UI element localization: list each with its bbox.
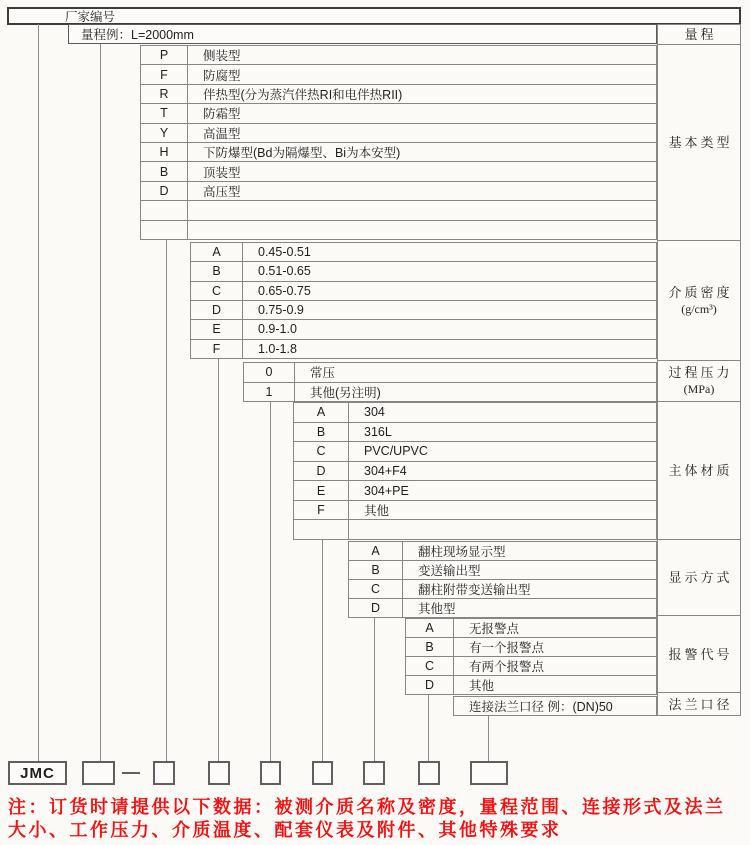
option-row xyxy=(294,442,656,462)
option-desc: 高温型 xyxy=(203,126,241,141)
option-desc: 伴热型(分为蒸汽伴热RI和电伴热RII) xyxy=(203,88,403,103)
option-code: D xyxy=(294,462,349,481)
option-row xyxy=(454,697,656,715)
option-code: F xyxy=(294,501,349,520)
option-desc: 1.0-1.8 xyxy=(258,341,297,356)
option-desc: 其他型 xyxy=(418,602,456,616)
option-row xyxy=(141,85,656,104)
ordering-note xyxy=(8,796,748,842)
option-code: P xyxy=(141,46,188,64)
option-row xyxy=(141,182,656,201)
option-desc: 高压型 xyxy=(203,185,241,200)
option-row xyxy=(191,282,656,301)
option-desc: 0.75-0.9 xyxy=(258,303,304,318)
option-row xyxy=(191,301,656,320)
side-label-material: 主体材质 xyxy=(658,402,740,540)
option-code: D xyxy=(191,301,243,319)
option-row xyxy=(349,561,656,580)
option-code: R xyxy=(141,85,188,103)
option-code: Y xyxy=(141,124,188,142)
code-box-alarm xyxy=(418,761,440,785)
option-code: B xyxy=(191,262,243,280)
option-row xyxy=(294,462,656,482)
option-code: 0 xyxy=(244,363,295,382)
option-desc: 防腐型 xyxy=(203,68,241,83)
option-row xyxy=(349,599,656,617)
option-code xyxy=(294,520,349,539)
option-desc: 侧装型 xyxy=(203,49,241,64)
option-row xyxy=(294,423,656,443)
model-prefix-box: JMC xyxy=(8,761,67,785)
option-code: C xyxy=(406,657,454,675)
option-code: B xyxy=(406,638,454,656)
option-row xyxy=(349,542,656,561)
section-material xyxy=(293,402,657,540)
option-desc: 0.45-0.51 xyxy=(258,245,311,260)
option-row xyxy=(244,383,656,402)
manufacturer-code-label: 厂家编号 xyxy=(65,10,116,24)
option-desc: 有两个报警点 xyxy=(469,660,545,674)
range-example-box xyxy=(68,24,657,44)
section-basic-type xyxy=(140,45,657,240)
option-desc: 0.51-0.65 xyxy=(258,264,311,279)
option-code: E xyxy=(191,320,243,338)
connector-density xyxy=(218,359,219,761)
side-label-display: 显示方式 xyxy=(658,540,740,617)
side-label-flange: 法兰口径 xyxy=(668,696,733,712)
option-desc: 防霜型 xyxy=(203,107,241,122)
option-desc: 304+F4 xyxy=(364,464,407,479)
option-row xyxy=(294,403,656,423)
side-label-density: 介质密度 (g/cm³) xyxy=(658,241,740,361)
option-desc: 变送输出型 xyxy=(418,564,481,578)
option-row xyxy=(406,676,656,694)
code-box-basic-type xyxy=(153,761,175,785)
option-row xyxy=(244,363,656,383)
option-row xyxy=(141,143,656,162)
option-row-empty xyxy=(294,520,656,539)
side-label-pressure: 过程压力 (MPa) xyxy=(658,361,740,402)
category-label-column xyxy=(657,24,741,716)
code-box-range xyxy=(82,761,115,785)
option-code: E xyxy=(294,481,349,500)
section-pressure xyxy=(243,362,657,402)
code-box-display-mode xyxy=(363,761,385,785)
code-box-density xyxy=(208,761,230,785)
option-row-empty xyxy=(141,201,656,220)
option-row xyxy=(191,262,656,281)
option-desc: 其他 xyxy=(469,679,495,693)
option-code: B xyxy=(349,561,403,579)
option-row xyxy=(406,657,656,676)
code-box-pressure xyxy=(260,761,281,785)
option-code: C xyxy=(191,282,243,300)
option-code: B xyxy=(294,423,349,442)
connector-pressure xyxy=(270,402,271,761)
section-flange xyxy=(453,696,657,716)
option-code: B xyxy=(141,162,188,180)
side-label-alarm: 报警代号 xyxy=(658,616,740,693)
option-desc xyxy=(349,520,656,539)
option-code: F xyxy=(191,340,243,358)
option-code: D xyxy=(349,599,403,617)
manufacturer-code-box xyxy=(7,7,741,25)
section-display-mode xyxy=(348,541,657,618)
side-label-range: 量程 xyxy=(658,25,740,45)
option-desc: 其他 xyxy=(364,504,390,519)
connector-alarm xyxy=(428,695,429,761)
option-row xyxy=(294,501,656,521)
option-code xyxy=(141,221,188,239)
option-desc: 0.65-0.75 xyxy=(258,283,311,298)
option-row-empty xyxy=(141,221,656,239)
side-label-basic-type: 基本类型 xyxy=(658,45,740,241)
option-row xyxy=(141,104,656,123)
ordering-note-line2: 大小、工作压力、介质温度、配套仪表及附件、其他特殊要求 xyxy=(8,820,562,840)
option-code: A xyxy=(191,243,243,261)
range-example-text: 量程例：L=2000mm xyxy=(81,28,194,42)
option-row xyxy=(141,162,656,181)
option-desc xyxy=(188,221,656,239)
option-row xyxy=(294,481,656,501)
option-row xyxy=(141,46,656,65)
flange-text: 连接法兰口径 例：(DN)50 xyxy=(469,700,613,714)
option-desc xyxy=(188,201,656,219)
option-code: C xyxy=(294,442,349,461)
connector-range xyxy=(100,44,101,761)
option-desc: 304 xyxy=(364,405,385,420)
option-desc: 其他(另注明) xyxy=(310,385,381,400)
code-box-material xyxy=(312,761,333,785)
option-code: 1 xyxy=(244,383,295,402)
option-desc: 翻柱现场显示型 xyxy=(418,545,506,559)
code-box-flange xyxy=(470,761,508,785)
option-row xyxy=(406,638,656,657)
option-row xyxy=(141,124,656,143)
option-code: C xyxy=(349,580,403,598)
option-code: D xyxy=(141,182,188,200)
option-desc: 无报警点 xyxy=(469,622,520,636)
connector-display-mode xyxy=(374,618,375,761)
option-desc: 316L xyxy=(364,424,392,439)
option-code: A xyxy=(406,619,454,637)
option-desc: PVC/UPVC xyxy=(364,444,428,459)
dash-separator xyxy=(122,772,140,774)
connector-basic-type xyxy=(166,240,167,761)
option-code: F xyxy=(141,65,188,83)
option-row xyxy=(191,243,656,262)
option-row xyxy=(191,340,656,358)
option-desc: 常压 xyxy=(310,366,336,381)
option-code: H xyxy=(141,143,188,161)
option-row xyxy=(349,580,656,599)
option-desc: 下防爆型(Bd为隔爆型、Bi为本安型) xyxy=(203,146,401,161)
connector-manufacturer xyxy=(38,24,39,761)
ordering-note-line1: 注：订货时请提供以下数据：被测介质名称及密度，量程范围、连接形式及法兰 xyxy=(8,797,726,817)
option-code: D xyxy=(406,676,454,694)
section-density xyxy=(190,242,657,359)
option-code: A xyxy=(294,403,349,422)
option-row xyxy=(141,65,656,84)
option-desc: 0.9-1.0 xyxy=(258,322,297,337)
section-alarm xyxy=(405,618,657,695)
connector-material xyxy=(322,540,323,761)
connector-flange xyxy=(488,716,489,761)
option-row xyxy=(191,320,656,339)
option-code: T xyxy=(141,104,188,122)
option-row xyxy=(406,619,656,638)
option-code xyxy=(141,201,188,219)
option-desc: 翻柱附带变送输出型 xyxy=(418,583,531,597)
option-code: A xyxy=(349,542,403,560)
option-desc: 有一个报警点 xyxy=(469,641,545,655)
option-desc: 顶装型 xyxy=(203,165,241,180)
option-desc: 304+PE xyxy=(364,483,409,498)
